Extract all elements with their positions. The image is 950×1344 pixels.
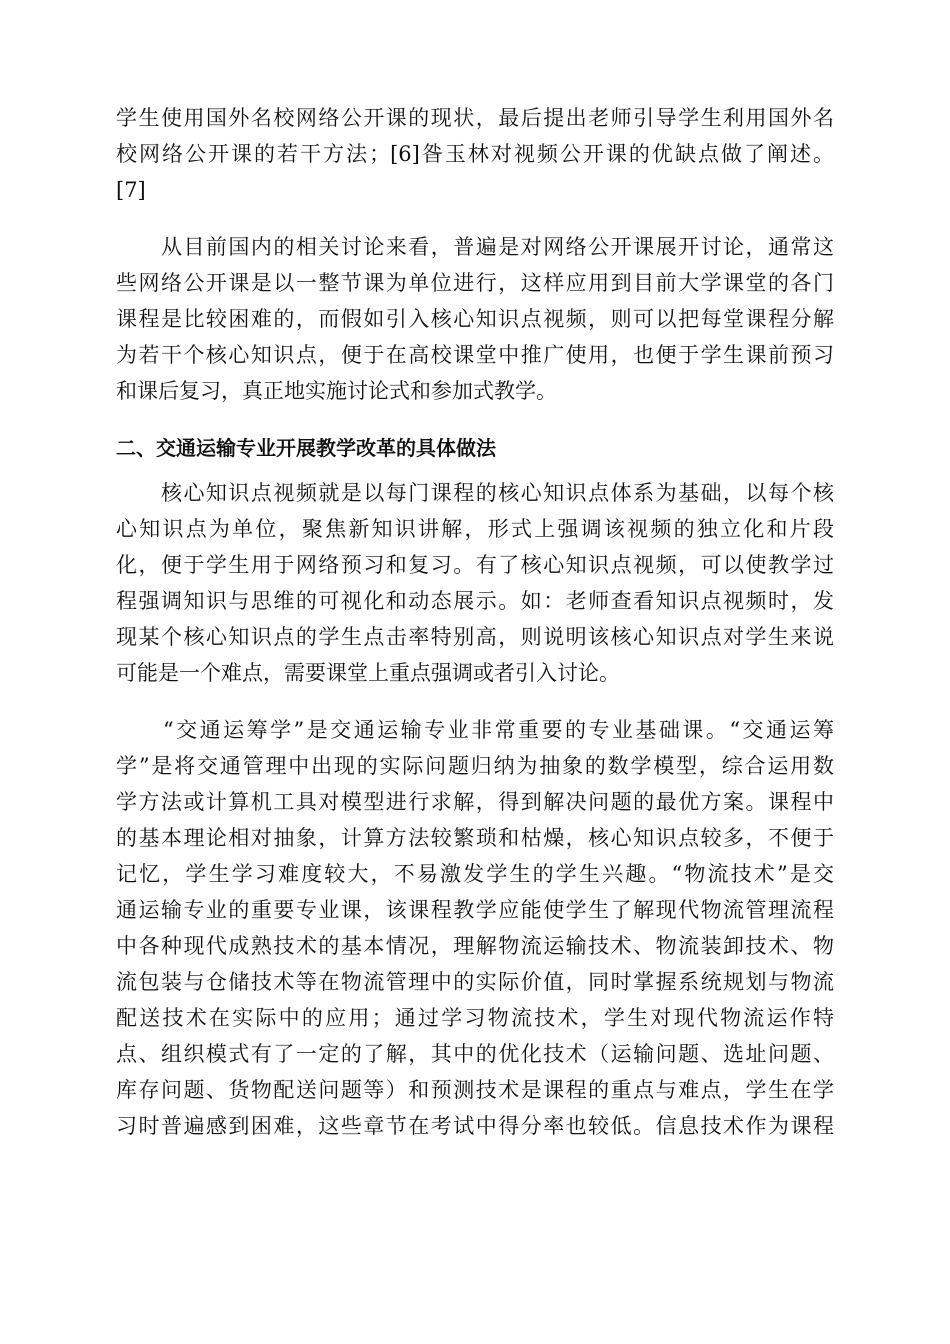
text-line: 流包装与仓储技术等在物流管理中的实际价值，同时掌握系统规划与物流 [116, 970, 834, 994]
text-line: 学”是将交通管理中出现的实际问题归纳为抽象的数学模型，综合运用数 [116, 754, 834, 778]
text-line: 和课后复习，真正地实施讨论式和参加式教学。 [116, 379, 557, 403]
text-line: 学生使用国外名校网络公开课的现状，最后提出老师引导学生利用国外名 [116, 106, 834, 130]
text-line: 心知识点为单位，聚焦新知识讲解，形式上强调该视频的独立化和片段 [116, 517, 834, 541]
text-line: 配送技术在实际中的应用；通过学习物流技术，学生对现代物流运作特 [116, 1006, 834, 1030]
text-line: 校网络公开课的若干方法；[6]昝玉林对视频公开课的优缺点做了阐述。 [116, 142, 834, 166]
text-line: 核心知识点视频就是以每门课程的核心知识点体系为基础，以每个核 [116, 481, 834, 505]
text-line: 现某个核心知识点的学生点击率特别高，则说明该核心知识点对学生来说 [116, 625, 834, 649]
text-line: 记忆，学生学习难度较大，不易激发学生的学生兴趣。“物流技术”是交 [116, 862, 834, 886]
paragraph-3 [116, 475, 834, 691]
paragraph-4 [116, 712, 834, 1144]
text-line: 课程是比较困难的，而假如引入核心知识点视频，则可以把每堂课程分解 [116, 307, 834, 331]
text-line: 从目前国内的相关讨论来看，普遍是对网络公开课展开讨论，通常这 [116, 235, 834, 259]
text-line: 学方法或计算机工具对模型进行求解，得到解决问题的最优方案。课程中 [116, 790, 834, 814]
paragraph-gap [116, 208, 834, 229]
text-line: 为若干个核心知识点，便于在高校课堂中推广使用，也便于学生课前预习 [116, 343, 834, 367]
text-line: 中各种现代成熟技术的基本情况，理解物流运输技术、物流装卸技术、物 [116, 934, 834, 958]
text-line: 库存问题、货物配送问题等）和预测技术是课程的重点与难点，学生在学 [116, 1078, 834, 1102]
text-line: 点、组织模式有了一定的了解，其中的优化技术（运输问题、选址问题、 [116, 1042, 834, 1066]
text-line: “交通运筹学”是交通运输专业非常重要的专业基础课。“交通运筹 [116, 718, 834, 742]
text-line: 可能是一个难点，需要课堂上重点强调或者引入讨论。 [116, 661, 620, 685]
paragraph-2 [116, 229, 834, 409]
section-heading: 二、交通运输专业开展教学改革的具体做法 [116, 436, 496, 460]
text-line: [7] [116, 178, 146, 202]
text-line: 通运输专业的重要专业课，该课程教学应能使学生了解现代物流管理流程 [116, 898, 834, 922]
text-line: 程强调知识与思维的可视化和动态展示。如：老师查看知识点视频时，发 [116, 589, 834, 613]
paragraph-gap [116, 466, 834, 475]
text-line: 的基本理论相对抽象，计算方法较繁琐和枯燥，核心知识点较多，不便于 [116, 826, 834, 850]
paragraph-1 [116, 100, 834, 208]
document-page [116, 100, 834, 1144]
text-line: 些网络公开课是以一整节课为单位进行，这样应用到目前大学课堂的各门 [116, 271, 834, 295]
text-line: 习时普遍感到困难，这些章节在考试中得分率也较低。信息技术作为课程 [116, 1114, 834, 1138]
paragraph-gap [116, 409, 834, 430]
text-line: 化，便于学生用于网络预习和复习。有了核心知识点视频，可以使教学过 [116, 553, 834, 577]
paragraph-gap [116, 691, 834, 712]
